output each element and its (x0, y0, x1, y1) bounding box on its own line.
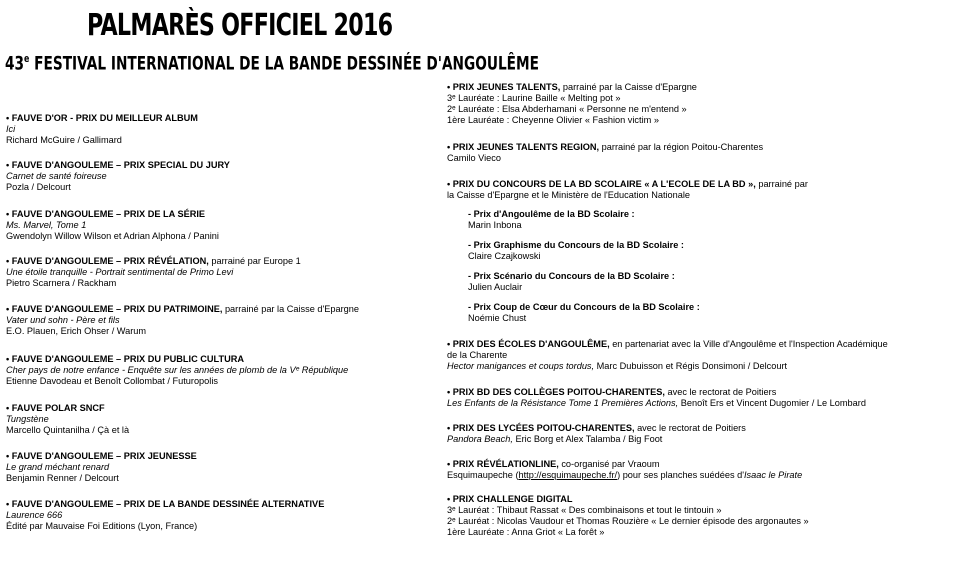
award-note: avec le rectorat de Poitiers (664, 387, 777, 397)
award-work: Carnet de santé foireuse (6, 171, 107, 181)
award-title-text: • PRIX DES LYCÉES POITOU-CHARENTES, (447, 423, 635, 433)
award-note: parrainé par la Caisse d'Epargne (222, 304, 359, 314)
award-authors: Eric Borg et Alex Talamba / Big Foot (512, 434, 663, 444)
award-colleges (447, 387, 866, 409)
award-title-text: • PRIX JEUNES TALENTS REGION, (447, 142, 600, 152)
subtitle-text: FESTIVAL INTERNATIONAL DE LA BANDE DESSINÉE D'ANGOULÊME (29, 52, 539, 75)
award-authors: Pozla / Delcourt (6, 182, 71, 192)
award-revelation (6, 256, 301, 289)
laureate-line: 1ère Lauréate : Cheyenne Olivier « Fashion victim » (447, 115, 659, 125)
sub-award-title: - Prix d'Angoulême de la BD Scolaire : (468, 209, 635, 219)
award-authors: E.O. Plauen, Erich Ohser / Warum (6, 326, 147, 336)
award-winner-line (447, 470, 802, 481)
award-title: • FAUVE D'OR - PRIX DU MEILLEUR ALBUM (6, 113, 198, 123)
award-title (6, 304, 359, 315)
subtitle-number: 43 (5, 52, 25, 75)
award-authors: Marc Dubuisson et Régis Donsimoni / Delcourt (594, 361, 788, 371)
award-title-text: • PRIX BD DES COLLÈGES POITOU-CHARENTES, (447, 387, 665, 397)
award-title (447, 459, 802, 470)
sub-award (447, 302, 808, 324)
award-title (447, 142, 763, 153)
award-note: avec le rectorat de Poitiers (634, 423, 746, 433)
award-jeunes-talents (447, 82, 697, 126)
award-title-text: • FAUVE D'ANGOULEME – PRIX DU PATRIMOINE, (6, 304, 223, 314)
sub-award-title: - Prix Graphisme du Concours de la BD Scolaire : (468, 240, 684, 250)
award-note: en partenariat avec la Ville d'Angoulême et l'Inspection Académique (609, 339, 888, 349)
award-title (447, 179, 808, 190)
award-note: co-organisé par Vraoum (558, 459, 660, 469)
sub-award-winner: Julien Auclair (468, 282, 523, 292)
award-ecoles (447, 339, 888, 372)
award-polar-sncf (6, 403, 129, 436)
award-winner-line (447, 398, 866, 409)
sub-award-winner: Noémie Chust (468, 313, 527, 323)
award-note: parrainé par (755, 179, 808, 189)
laureate-line: 2ᵉ Lauréate : Elsa Abderhamani « Personne ne m'entend » (447, 104, 687, 114)
award-title: • FAUVE D'ANGOULEME – PRIX SPECIAL DU JURY (6, 160, 230, 170)
laureate-line: Camilo Vieco (447, 153, 501, 163)
award-lycees (447, 423, 746, 445)
sub-award (447, 271, 808, 293)
award-title: • FAUVE D'ANGOULEME – PRIX DU PUBLIC CULTURA (6, 354, 244, 364)
award-title-text: • PRIX RÉVÉLATIONLINE, (447, 459, 559, 469)
award-work: Une étoile tranquille - Portrait sentimental de Primo Levi (6, 267, 234, 277)
award-bd-scolaire (447, 179, 808, 324)
award-title (447, 423, 746, 434)
award-work: Hector manigances et coups tordus, (447, 361, 595, 371)
laureate-line: 1ère Lauréate : Anna Griot « La forêt » (447, 527, 605, 537)
award-work: Tungstène (6, 414, 49, 424)
award-authors: Benjamin Renner / Delcourt (6, 473, 119, 483)
award-authors: Benoît Ers et Vincent Dugomier / Le Lombard (678, 398, 866, 408)
award-title: • FAUVE D'ANGOULEME – PRIX JEUNESSE (6, 451, 197, 461)
award-work: Cher pays de notre enfance - Enquête sur les années de plomb de la Vᵉ République (6, 365, 349, 375)
laureate-line: 3ᵉ Lauréat : Thibaut Rassat « Des combinaisons et tout le tintouin » (447, 505, 722, 515)
award-title: • FAUVE D'ANGOULEME – PRIX DE LA BANDE DESSINÉE ALTERNATIVE (6, 499, 325, 509)
page-subtitle (5, 52, 539, 74)
award-note-line: la Caisse d'Epargne et le Ministère de l'Education Nationale (447, 190, 691, 200)
award-work: Vater und sohn - Père et fils (6, 315, 120, 325)
award-authors: Pietro Scarnera / Rackham (6, 278, 117, 288)
award-work: Le grand méchant renard (6, 462, 110, 472)
award-title: • FAUVE D'ANGOULEME – PRIX DE LA SÉRIE (6, 209, 206, 219)
award-public-cultura (6, 354, 348, 387)
page-title: PALMARÈS OFFICIEL 2016 (87, 8, 393, 43)
award-fauve-or (6, 113, 198, 146)
award-work: Les Enfants de la Résistance Tome 1 Premières Actions, (447, 398, 679, 408)
award-title-text: • PRIX DES ÉCOLES D'ANGOULÊME, (447, 339, 610, 349)
award-authors: Marcello Quintanilha / Çà et là (6, 425, 130, 435)
award-revelationline (447, 459, 802, 481)
sub-award-title: - Prix Scénario du Concours de la BD Scolaire : (468, 271, 675, 281)
sub-award-winner: Marin Inbona (468, 220, 522, 230)
esquimaupeche-link[interactable]: http://esquimaupeche.fr/ (518, 470, 618, 480)
award-serie (6, 209, 219, 242)
award-patrimoine (6, 304, 359, 337)
award-work: Ici (6, 124, 16, 134)
award-jeunes-talents-region (447, 142, 763, 164)
award-title-text: • PRIX DU CONCOURS DE LA BD SCOLAIRE « A L'ECOLE DE LA BD », (447, 179, 756, 189)
award-authors: Richard McGuire / Gallimard (6, 135, 122, 145)
laureate-line: 3ᵉ Lauréate : Laurine Baille « Melting pot » (447, 93, 621, 103)
award-work: Isaac le Pirate (743, 470, 803, 480)
winner-pre: Esquimaupeche ( (447, 470, 519, 480)
award-authors: Édité par Mauvaise Foi Editions (Lyon, France) (6, 521, 198, 531)
winner-post: ) pour ses planches suédées d' (617, 470, 744, 480)
award-authors: Gwendolyn Willow Wilson et Adrian Alphona / Panini (6, 231, 219, 241)
award-note: parrainé par la Caisse d'Epargne (560, 82, 697, 92)
award-work: Laurence 666 (6, 510, 63, 520)
award-winner-line (447, 361, 888, 372)
award-title-text: • FAUVE D'ANGOULEME – PRIX RÉVÉLATION, (6, 256, 209, 266)
sub-award (447, 240, 808, 262)
award-title (447, 82, 697, 93)
award-title-text: • PRIX JEUNES TALENTS, (447, 82, 561, 92)
award-title: • FAUVE POLAR SNCF (6, 403, 105, 413)
award-title (447, 339, 888, 350)
award-note: parrainé par la région Poitou-Charentes (599, 142, 764, 152)
award-title: • PRIX CHALLENGE DIGITAL (447, 494, 573, 504)
award-note-line: de la Charente (447, 350, 508, 360)
award-special-jury (6, 160, 230, 193)
award-title (447, 387, 866, 398)
award-challenge-digital (447, 494, 809, 538)
award-winner-line (447, 434, 746, 445)
award-note: parrainé par Europe 1 (208, 256, 301, 266)
award-title (6, 256, 301, 267)
laureate-line: 2ᵉ Lauréat : Nicolas Vaudour et Thomas Rouzière « Le dernier épisode des argonautes » (447, 516, 809, 526)
sub-award-title: - Prix Coup de Cœur du Concours de la BD Scolaire : (468, 302, 700, 312)
sub-award-winner: Claire Czajkowski (468, 251, 541, 261)
award-authors: Etienne Davodeau et Benoît Collombat / Futuropolis (6, 376, 218, 386)
award-alternative (6, 499, 324, 532)
award-work: Ms. Marvel, Tome 1 (6, 220, 87, 230)
sub-award (447, 209, 808, 231)
subtitle-sup: e (24, 52, 30, 65)
award-jeunesse (6, 451, 197, 484)
award-work: Pandora Beach, (447, 434, 513, 444)
